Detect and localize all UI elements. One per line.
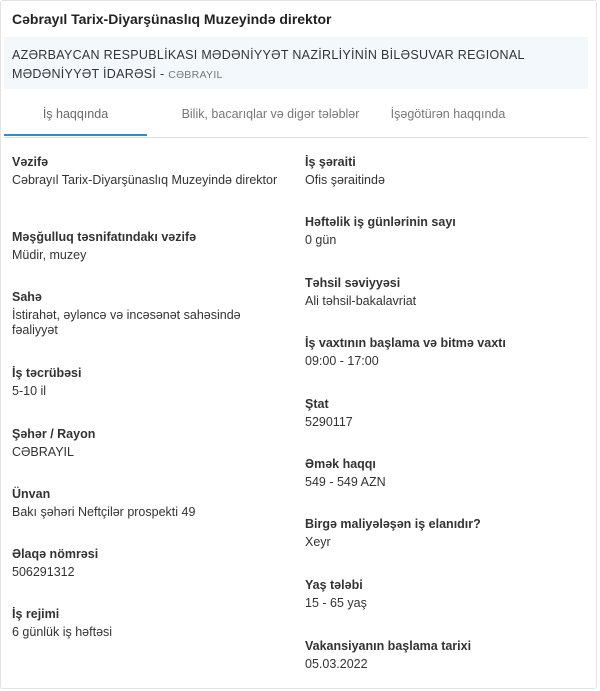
field-label: Məşğulluq təsnifatındakı vəzifə	[12, 230, 197, 244]
field-value: Cəbrayıl Tarix-Diyarşünaslıq Muzeyində direktor	[12, 173, 278, 187]
field-value: 506291312	[12, 565, 75, 579]
field-label: Vakansiyanın başlama tarixi	[305, 639, 472, 653]
field-label: Təhsil səviyyəsi	[305, 276, 401, 290]
organization-name: AZƏRBAYCAN RESPUBLİKASI MƏDƏNİYYƏT NAZİRLİYİNİN BİLƏSUVAR REGIONAL MƏDƏNİYYƏT İDARƏSİ	[12, 48, 525, 81]
field-sector	[12, 289, 282, 338]
field-value: 0 gün	[305, 233, 337, 247]
field-label: Ünvan	[12, 487, 51, 501]
field-value: 05.03.2022	[305, 657, 368, 671]
field-cofunded	[305, 516, 585, 550]
field-staff-unit	[305, 396, 585, 430]
field-value: Ali təhsil-bakalavriat	[305, 294, 417, 308]
tab-about-job[interactable]: İş haqqında	[4, 93, 147, 135]
field-label: Həftəlik iş günlərinin sayı	[305, 215, 456, 229]
field-value: Xeyr	[305, 535, 331, 549]
field-experience	[12, 365, 282, 399]
field-weekly-work-days	[305, 214, 585, 248]
field-classification-position	[12, 229, 282, 263]
tab-skills-requirements[interactable]: Bilik, bacarıqlar və digər tələblər	[181, 107, 360, 121]
field-salary	[305, 456, 585, 490]
tab-about-employer[interactable]: İşəgötürən haqqında	[390, 107, 506, 121]
field-label: Vəzifə	[12, 155, 49, 169]
field-value: 15 - 65 yaş	[305, 596, 367, 610]
field-address	[12, 486, 282, 520]
field-value: Ofis şəraitində	[305, 173, 385, 187]
field-label: İş təcrübəsi	[12, 366, 82, 380]
field-label: Əlaqə nömrəsi	[12, 547, 99, 561]
organization-city: CƏBRAYIL	[168, 69, 223, 81]
field-value: İstirahət, əyləncə və incəsənət sahəsində fəaliyyət	[12, 308, 241, 337]
field-education-level	[305, 275, 585, 309]
field-value: Bakı şəhəri Neftçilər prospekti 49	[12, 505, 196, 519]
field-value: 6 günlük iş həftəsi	[12, 625, 113, 639]
field-label: Əmək haqqı	[305, 457, 376, 471]
field-label: İş rejimi	[12, 607, 60, 621]
field-value: 5290117	[305, 415, 353, 429]
field-city	[12, 426, 282, 460]
field-vacancy-start-date	[305, 638, 585, 672]
field-label: Şəhər / Rayon	[12, 427, 96, 441]
field-label: Yaş tələbi	[305, 578, 363, 592]
field-contact-number	[12, 546, 282, 580]
organization-banner	[4, 37, 588, 89]
field-label: İş şəraiti	[305, 155, 356, 169]
field-value: CƏBRAYIL	[12, 445, 74, 459]
tab-bar	[4, 93, 588, 138]
vacancy-title: Cəbrayıl Tarix-Diyarşünaslıq Muzeyində direktor	[12, 11, 332, 27]
field-label: Ştat	[305, 397, 329, 411]
field-position	[12, 154, 282, 188]
field-label: Birgə maliyələşən iş elanıdır?	[305, 517, 481, 531]
field-work-mode	[12, 606, 282, 640]
field-value: Müdir, muzey	[12, 248, 87, 262]
field-label: Sahə	[12, 290, 42, 304]
field-work-hours	[305, 335, 585, 369]
field-age-requirement	[305, 577, 585, 611]
field-value: 549 - 549 AZN	[305, 475, 386, 489]
field-work-conditions	[305, 154, 585, 188]
organization-separator: -	[156, 67, 169, 81]
field-value: 5-10 il	[12, 384, 47, 398]
field-value: 09:00 - 17:00	[305, 354, 379, 368]
field-label: İş vaxtının başlama və bitmə vaxtı	[305, 336, 506, 350]
